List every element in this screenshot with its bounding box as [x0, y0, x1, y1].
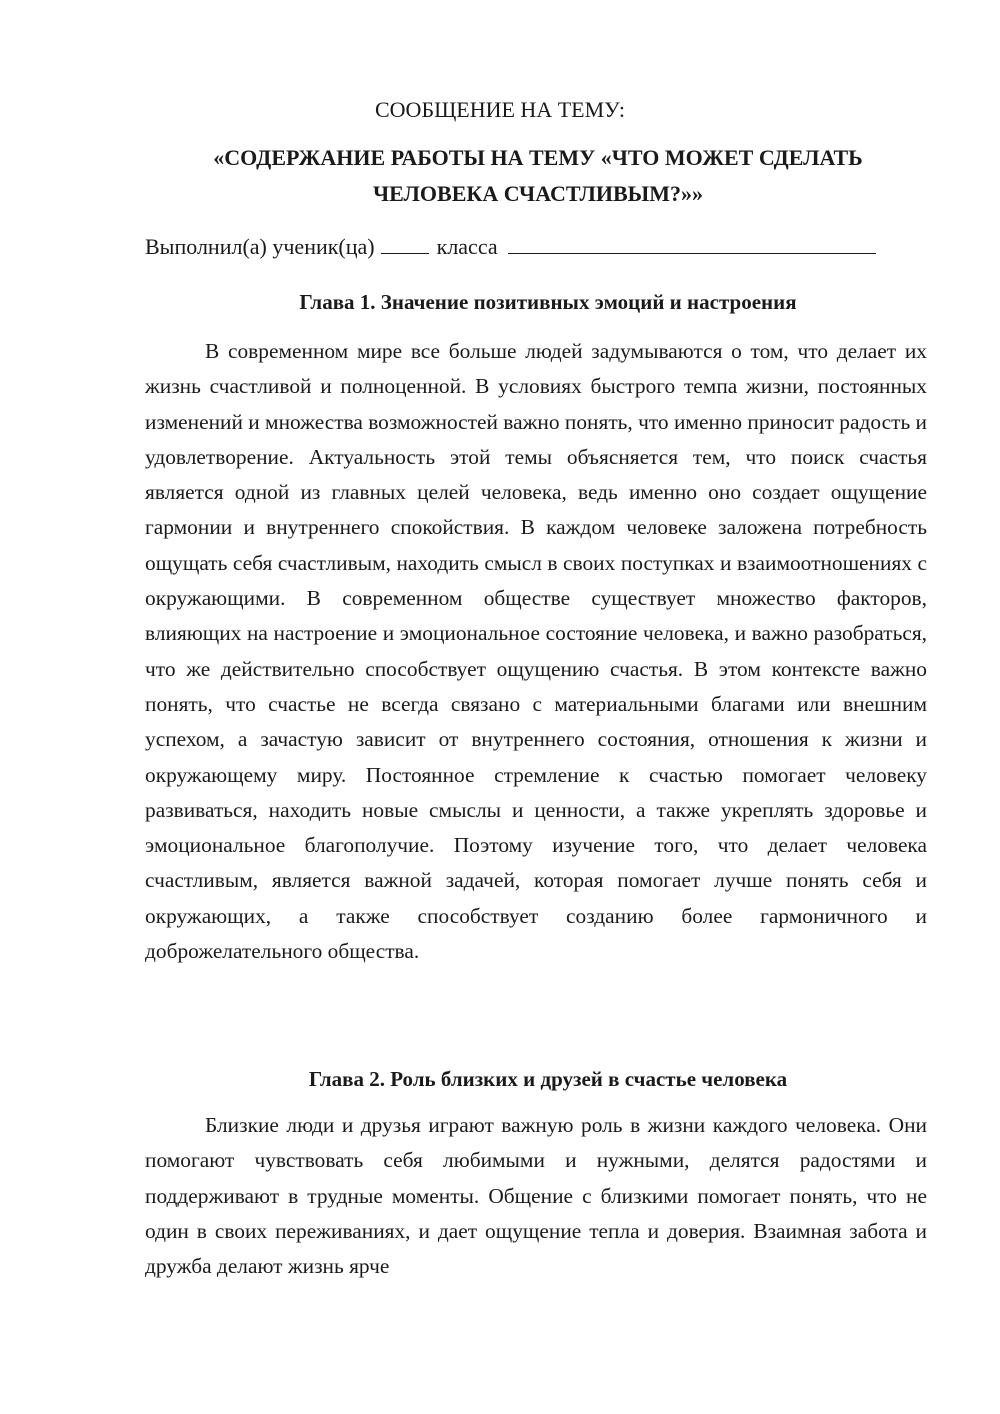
- chapter-2-title: Глава 2. Роль близких и друзей в счастье человека: [308, 1067, 788, 1091]
- report-label: СООБЩЕНИЕ НА ТЕМУ:: [375, 97, 625, 122]
- chapter-1-title: Глава 1. Значение позитивных эмоций и настроения: [299, 290, 797, 314]
- class-label: класса: [436, 234, 498, 259]
- chapter-1-body: [145, 334, 927, 969]
- performer-label: Выполнил(а) ученик(ца): [145, 234, 375, 259]
- chapter-2-paragraph: Близкие люди и друзья играют важную роль в жизни каждого человека. Они помогают чувствовать себя любимыми и нужными, делятся радостями и поддерживают в трудные моменты. Общение с близкими помогает понять, что не один в своих переживаниях, и дает ощущение тепла и доверия. Взаимная забота и дружба делают жизнь ярче: [145, 1113, 927, 1279]
- report-title-line-2: ЧЕЛОВЕКА СЧАСТЛИВЫМ?»»: [372, 181, 703, 206]
- chapter-1-paragraph: В современном мире все больше людей задумываются о том, что делает их жизнь счастливой и полноценной. В условиях быстрого темпа жизни, постоянных изменений и множества возможностей важно понять, что именно приносит радость и удовлетворение. Актуальность этой темы объясняется тем, что поиск счастья является одной из главных целей человека, ведь именно оно создает ощущение гармонии и внутреннего спокойствия. В каждом человеке заложена потребность ощущать себя счастливым, находить смысл в своих поступках и взаимоотношениях с окружающими. В современном обществе существует множество факторов, влияющих на настроение и эмоциональное состояние человека, и важно разобраться, что же действительно способствует ощущению счастья. В этом контексте важно понять, что счастье не всегда связано с материальными благами или внешним успехом, а зачастую зависит от внутреннего состояния, отношения к жизни и окружающему миру. Постоянное стремление к счастью помогает человеку развиваться, находить новые смыслы и ценности, а также укреплять здоровье и эмоциональное благополучие. Поэтому изучение того, что делает человека счастливым, является важной задачей, которая помогает лучше понять себя и окружающих, а также способствует созданию более гармоничного и доброжелательного общества.: [145, 339, 927, 964]
- chapter-2-body: [145, 1108, 927, 1284]
- student-name-blank: [508, 235, 876, 254]
- grade-blank: [381, 235, 429, 254]
- performer-line: [145, 233, 876, 261]
- report-title-line-1: «СОДЕРЖАНИЕ РАБОТЫ НА ТЕМУ «ЧТО МОЖЕТ СДЕЛАТЬ: [213, 145, 863, 170]
